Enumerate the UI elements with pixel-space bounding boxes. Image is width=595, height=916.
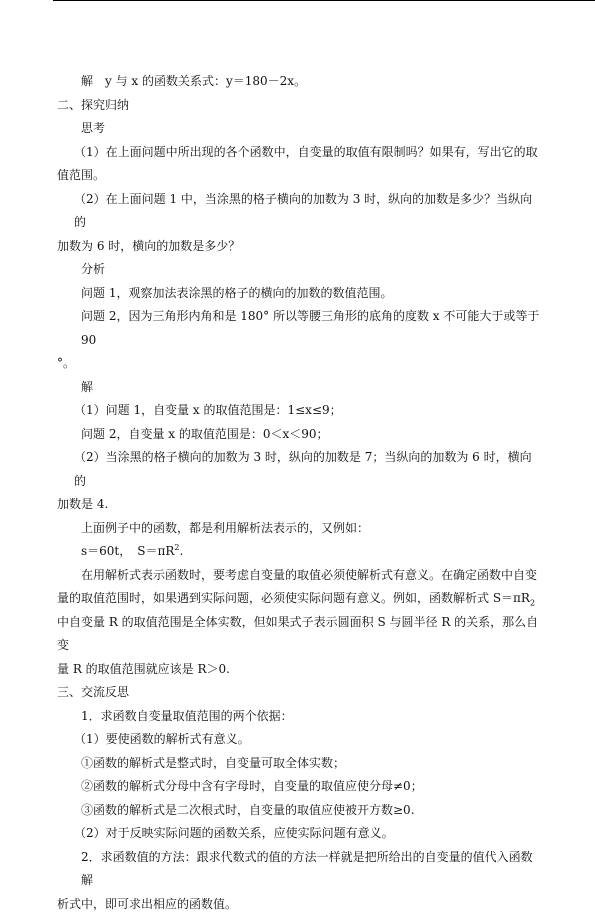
reflect-1a-item-2: ②函数的解析式分母中含有字母时，自变量的取值应使分母≠0； (57, 775, 543, 799)
paragraph-line-b-text: 量的取值范围时，如果遇到实际问题，必须使实际问题有意义。例如，函数解析式 S＝πR (57, 591, 530, 605)
analysis-1: 问题 1，观察加法表涂黑的格子的横向的加数的数值范围。 (57, 282, 543, 306)
solution-2: 问题 2，自变量 x 的取值范围是：0＜x＜90； (57, 423, 543, 447)
example-intro: 上面例子中的函数，都是利用解析法表示的，又例如： (57, 517, 543, 541)
question-1-line-a: （1）在上面问题中所出现的各个函数中，自变量的取值有限制吗？如果有，写出它的取 (57, 141, 543, 165)
question-2-line-a: （2）在上面问题 1 中，当涂黑的格子横向的加数为 3 时，纵向的加数是多少？当纵向的 (57, 188, 543, 235)
paragraph-line-a: 在用解析式表示函数时，要考虑自变量的取值必须使解析式有意义。在确定函数中自变 (57, 564, 543, 588)
header-rule (53, 0, 595, 1)
reflect-1a: （1）要使函数的解析式有意义。 (57, 728, 543, 752)
paragraph-line-c: 中自变量 R 的取值范围是全体实数，但如果式子表示圆面积 S 与圆半径 R 的关系，那么自变 (57, 611, 543, 658)
solution-3-line-b: 加数是 4. (57, 493, 543, 517)
question-2-line-b: 加数为 6 时，横向的加数是多少？ (57, 235, 543, 259)
analysis-2-line-b: °。 (57, 352, 543, 376)
paragraph-line-d: 量 R 的取值范围就应该是 R＞0. (57, 658, 543, 682)
analysis-label: 分析 (57, 258, 543, 282)
reflect-1: 1．求函数自变量取值范围的两个依据： (57, 705, 543, 729)
solve-label: 解 (57, 376, 543, 400)
reflect-1a-item-1: ①函数的解析式是整式时，自变量可取全体实数； (57, 752, 543, 776)
reflect-2-line-b: 析式中，即可求出相应的函数值。 (57, 893, 543, 916)
formula-exponent: 2 (174, 543, 179, 552)
solution-3-line-a: （2）当涂黑的格子横向的加数为 3 时，纵向的加数是 7；当纵向的加数为 6 时，横向的 (57, 446, 543, 493)
paragraph-subscript: 2 (530, 598, 535, 607)
analysis-2-line-a: 问题 2，因为三角形内角和是 180° 所以等腰三角形的底角的度数 x 不可能大于或等于 90 (57, 305, 543, 352)
reflect-2-line-a: 2．求函数值的方法：跟求代数式的值的方法一样就是把所给出的自变量的值代入函数解 (57, 846, 543, 893)
section-heading-reflect: 三、交流反思 (57, 681, 543, 705)
formula-period: . (180, 544, 184, 558)
example-formula (57, 540, 543, 564)
document-body (57, 70, 543, 916)
paragraph-line-b (57, 587, 543, 611)
reflect-1b: （2）对于反映实际问题的函数关系，应使实际问题有意义。 (57, 822, 543, 846)
reflect-1a-item-3: ③函数的解析式是二次根式时，自变量的取值应使被开方数≥0. (57, 799, 543, 823)
section-heading-explore: 二、探究归纳 (57, 94, 543, 118)
formula-text: s＝60t， S＝πR (81, 544, 174, 558)
question-1-line-b: 值范围。 (57, 164, 543, 188)
think-label: 思考 (57, 117, 543, 141)
solution-1: （1）问题 1，自变量 x 的取值范围是：1≤x≤9； (57, 399, 543, 423)
solution-line: 解 y 与 x 的函数关系式：y＝180－2x。 (57, 70, 543, 94)
